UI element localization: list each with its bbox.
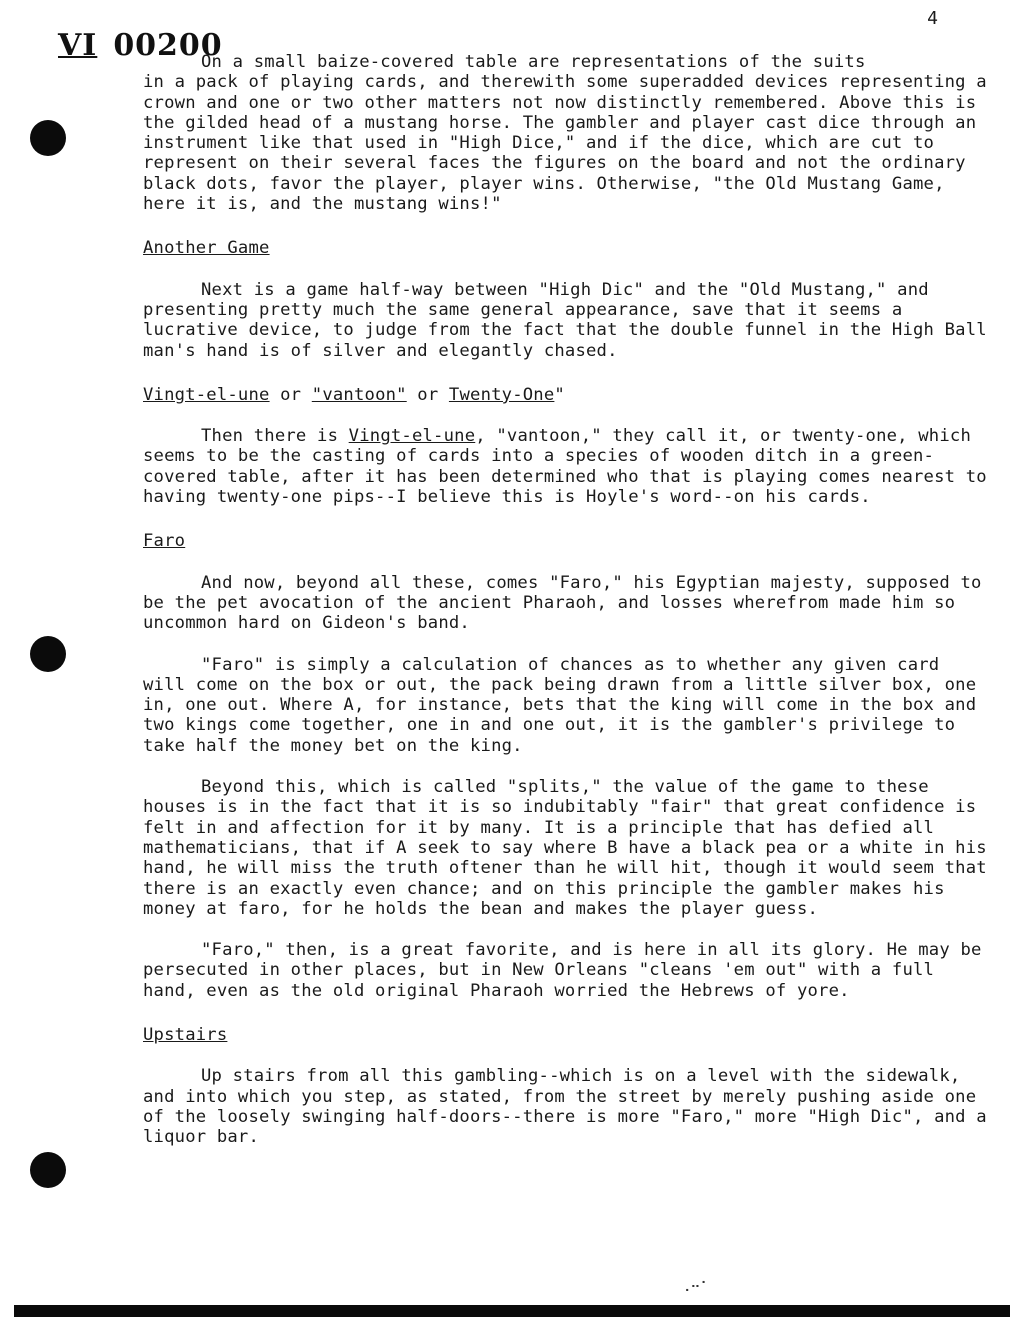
paragraph-faro-1: And now, beyond all these, comes "Faro," his Egyptian majesty, supposed to be the pet avocation of the ancient Pharaoh, and losses wherefrom made him so uncommon hard on Gideon's band. (143, 572, 982, 634)
paragraph-upstairs: Up stairs from all this gambling--which is on a level with the sidewalk, and into which you step, as stated, from the street by merely pushing aside one of the loosely swinging half-doors--there is more "Faro," more "High Dic", and a liquor bar. (143, 1066, 987, 1148)
punch-hole-middle (30, 636, 66, 672)
heading-vingt-part-a: Vingt-el-une (143, 384, 270, 405)
punch-hole-bottom (30, 1152, 66, 1188)
vingt-text-term: Vingt-el-une (348, 426, 476, 447)
paragraph-faro-2: "Faro" is simply a calculation of chances as to whether any given card will come on the box or out, the pack being drawn from a little silver box, one in, one out. Where A, for instance, bets that the king will come in the box and two kings come together, one in and one out, it is the gambler's privilege to take half the money bet on the king. (143, 654, 977, 756)
paragraph-faro-3: Beyond this, which is called "splits," the value of the game to these houses is in the fact that it is so indubitably "fair" that great confidence is felt in and affection for it by many. It is a principle that has defied all mathematicians, that if A seek to say where B have a black pea or a white in his hand, he will miss the truth oftener than he will hit, though it would seem that there is an exactly even chance; and on this principle the gambler makes his money at faro, for he holds the bean and makes the player guess. (143, 777, 987, 919)
heading-vingt-part-c: Twenty-One (448, 384, 555, 405)
intro-paragraph: in a pack of playing cards, and therewith some superadded devices representing a crown and one or two other matters not now distinctly remembered. Above this is the gilded head of a mustang horse. The gambler and player cast dice through an instrument like that used in "High Dice," and if the dice, which are cut to represent on their several faces the figures on the board and not the ordinary black dots, favor the player, player wins. Otherwise, "the Old Mustang Game, here it is, and the mustang wins!" (143, 72, 987, 215)
heading-vingt-or-2: or (406, 384, 449, 405)
page-number: 4 (927, 8, 938, 29)
heading-faro: Faro (143, 531, 186, 552)
scan-specks-decoration: ⠠⠒⠁ (680, 1280, 711, 1296)
document-body (143, 52, 991, 1147)
paragraph-another-game: Next is a game half-way between "High Dic" and the "Old Mustang," and presenting pretty much the same general appearance, save that it seems a lucrative device, to judge from the fact that the double funnel in the High Ball man's hand is of silver and elegantly chased. (143, 279, 987, 361)
vingt-text-rest: , "vantoon," they call it, or twenty-one, which seems to be the casting of cards into a species of wooden ditch in a green-covered table, after it has been determined who that is playing comes nearest to having twenty-one pips--I believe this is Hoyle's word--on his cards. (143, 426, 987, 508)
stamp-code: 00200 (113, 28, 223, 63)
intro-first-line: On a small baize-covered table are representations of the suits (201, 52, 866, 72)
paragraph-vingt-el-une (143, 426, 991, 507)
heading-another-game: Another Game (143, 238, 270, 259)
heading-upstairs: Upstairs (143, 1024, 228, 1045)
heading-vingt-el-une (143, 385, 991, 405)
punch-hole-top (30, 120, 66, 156)
heading-vingt-part-b: "vantoon" (311, 384, 407, 405)
paragraph-faro-4: "Faro," then, is a great favorite, and is here in all its glory. He may be persecuted in other places, but in New Orleans "cleans 'em out" with a full hand, even as the old original Pharaoh worried the Hebrews of yore. (143, 940, 982, 1001)
heading-vingt-end: " (554, 384, 565, 405)
heading-vingt-or-1: or (269, 384, 312, 405)
scan-bottom-edge (14, 1305, 1010, 1317)
vingt-text-start: Then there is (201, 426, 349, 447)
stamp-roman-numeral: VI (58, 28, 98, 63)
